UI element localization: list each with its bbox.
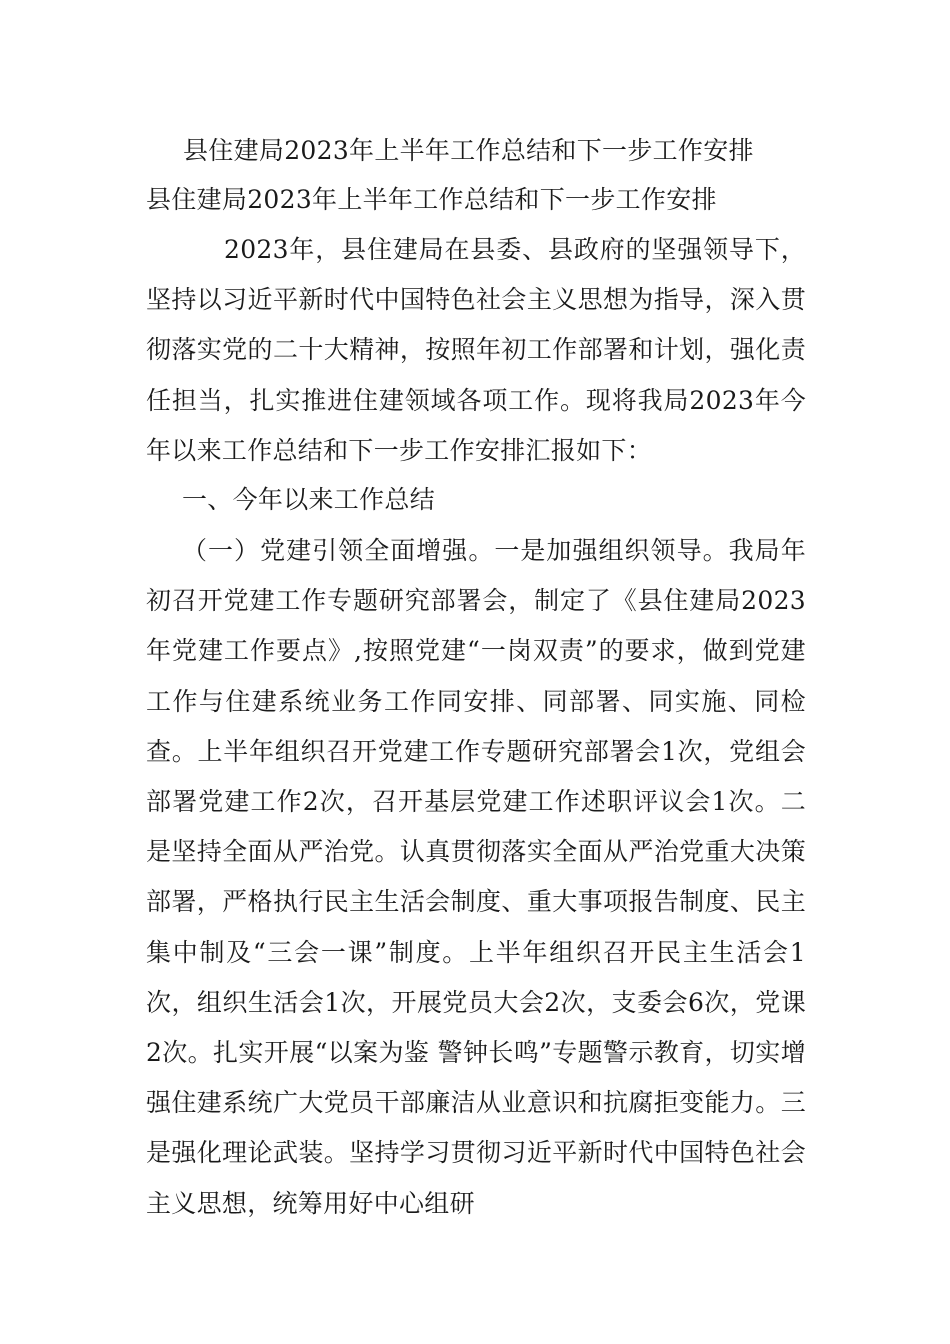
document-title-repeat: 县住建局2023年上半年工作总结和下一步工作安排 <box>146 185 717 214</box>
document-title: 县住建局2023年上半年工作总结和下一步工作安排 <box>183 136 754 165</box>
body-paragraph: （一）党建引领全面增强。一是加强组织领导。我局年初召开党建工作专题研究部署会，制定了《县住建局2023年党建工作要点》,按照党建“一岗双责”的要求，做到党建工作与住建系统业务工作同安排、同部署、同实施、同检查。上半年组织召开党建工作专题研究部署会1次，党组会部署党建工作2次，召开基层党建工作述职评议会1次。二是坚持全面从严治党。认真贯彻落实全面从严治党重大决策部署，严格执行民主生活会制度、重大事项报告制度、民主集中制及“三会一课”制度。上半年组织召开民主生活会1次，组织生活会1次，开展党员大会2次，支委会6次，党课2次。扎实开展“以案为鉴 警钟长鸣”专题警示教育，切实增强住建系统广大党员干部廉洁从业意识和抗腐拒变能力。三是强化理论武装。坚持学习贯彻习近平新时代中国特色社会主义思想，统筹用好中心组研 <box>146 536 806 1218</box>
intro-paragraph: 2023年，县住建局在县委、县政府的坚强领导下，坚持以习近平新时代中国特色社会主义思想为指导，深入贯彻落实党的二十大精神，按照年初工作部署和计划，强化责任担当，扎实推进住建领域各项工作。现将我局2023年今年以来工作总结和下一步工作安排汇报如下： <box>146 235 806 465</box>
section-heading: 一、今年以来工作总结 <box>182 485 436 514</box>
